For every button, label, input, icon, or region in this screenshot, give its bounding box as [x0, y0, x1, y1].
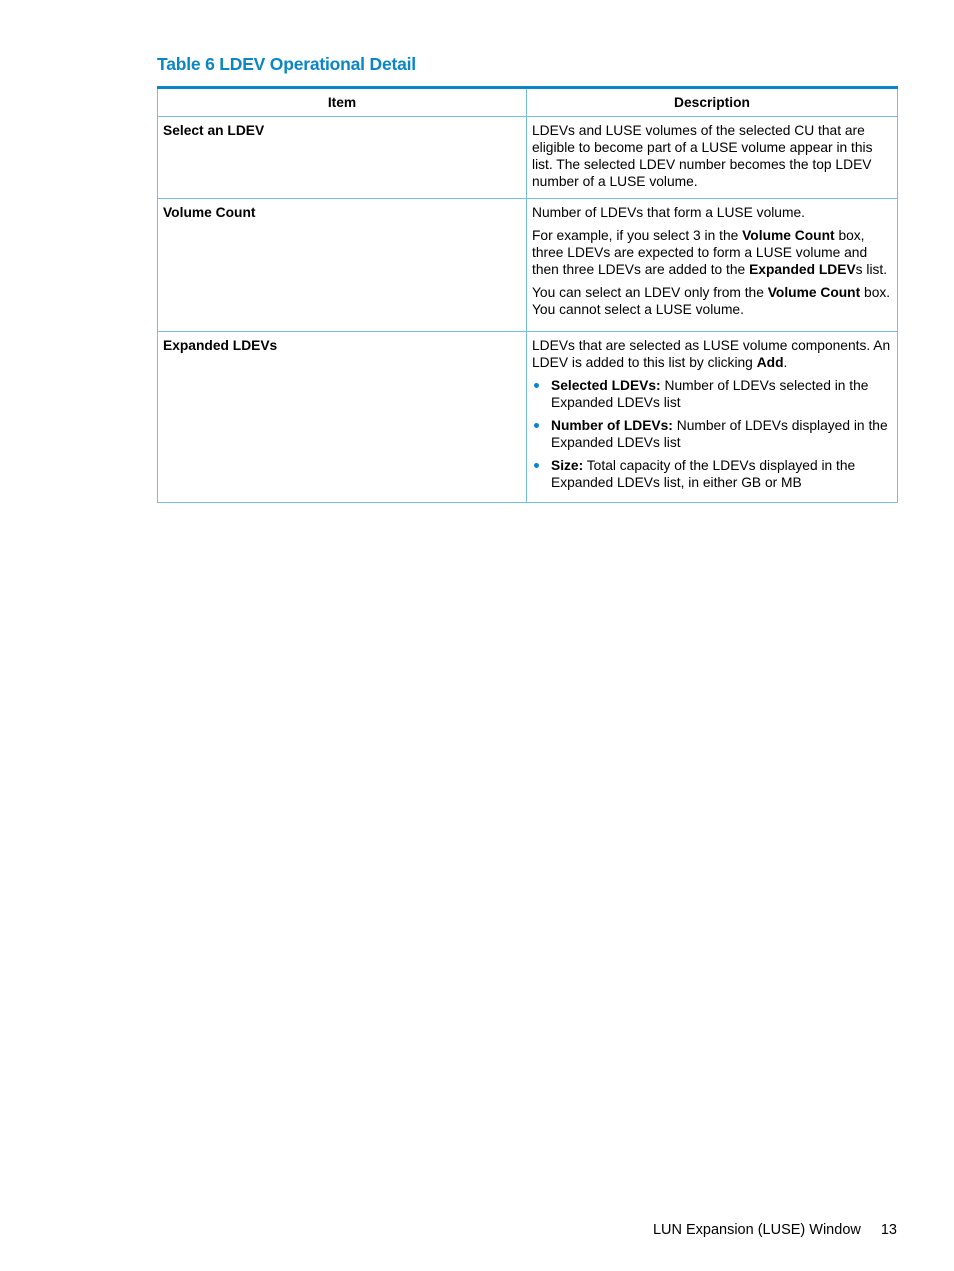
description-cell: [527, 199, 898, 332]
list-item: [532, 377, 892, 411]
list-item-term: Size:: [551, 458, 584, 473]
item-cell: Volume Count: [158, 199, 527, 332]
list-item-text: Total capacity of the LDEVs displayed in the Expanded LDEVs list, in either GB or MB: [551, 458, 856, 490]
ui-term-bold: Expanded LDEV: [749, 262, 856, 277]
description-paragraph: Number of LDEVs that form a LUSE volume.: [532, 205, 805, 220]
column-header-item: Item: [158, 88, 527, 117]
description-paragraph: [532, 227, 892, 278]
text-run: You can select an LDEV only from the: [532, 285, 768, 300]
footer-section-title: LUN Expansion (LUSE) Window: [652, 1222, 861, 1238]
list-item: [532, 417, 892, 451]
bullet-icon: [534, 383, 539, 388]
description-paragraph: LDEVs and LUSE volumes of the selected CU that are eligible to become part of a LUSE volume appear in this list. The selected LDEV number becomes the top LDEV number of a LUSE volume.: [532, 123, 873, 189]
list-item: [532, 457, 892, 491]
description-cell: [527, 332, 898, 503]
table-header-row: [158, 88, 898, 117]
list-item-term: Selected LDEVs:: [551, 378, 661, 393]
table-caption: Table 6 LDEV Operational Detail: [157, 54, 416, 74]
list-item-text: Number of LDEVs selected in the Expanded LDEVs list: [551, 378, 869, 410]
page-footer: [653, 1222, 897, 1238]
bullet-icon: [534, 423, 539, 428]
ui-term-bold: Add: [756, 355, 784, 370]
ldev-operational-detail-table: [157, 86, 898, 503]
description-cell: [527, 117, 898, 199]
list-item-text: Number of LDEVs displayed in the Expanded LDEVs list: [551, 418, 888, 450]
item-cell: Select an LDEV: [158, 117, 527, 199]
table-row: [158, 332, 898, 503]
table-row: [158, 199, 898, 332]
text-run: .: [783, 355, 788, 370]
text-run: box. You cannot select a LUSE volume.: [532, 285, 891, 317]
description-paragraph: [532, 284, 892, 318]
text-run: s list.: [855, 262, 888, 277]
text-run: LDEVs that are selected as LUSE volume components. An LDEV is added to this list by clicking: [532, 338, 891, 370]
bullet-icon: [534, 463, 539, 468]
text-run: For example, if you select 3 in the: [532, 228, 743, 243]
page-number: 13: [880, 1222, 897, 1238]
table-row: [158, 117, 898, 199]
list-item-term: Number of LDEVs:: [551, 418, 673, 433]
ui-term-bold: Volume Count: [767, 285, 861, 300]
text-run: box, three LDEVs are expected to form a LUSE volume and then three LDEVs are added to the: [532, 228, 868, 277]
bullet-list: [532, 377, 892, 491]
ui-term-bold: Volume Count: [742, 228, 835, 243]
description-paragraph: [532, 337, 892, 371]
item-cell: Expanded LDEVs: [158, 332, 527, 503]
column-header-description: Description: [527, 88, 898, 117]
